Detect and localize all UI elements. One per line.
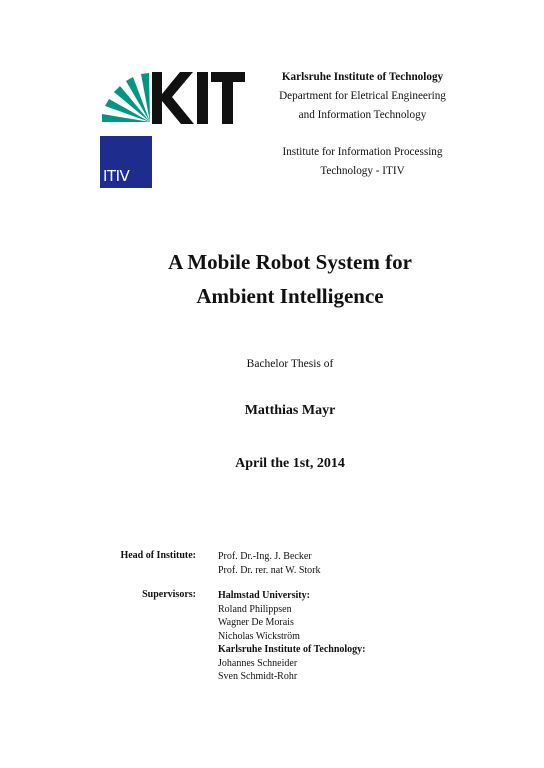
university-name: Karlsruhe Institute of Technology: [281, 71, 444, 83]
institute-block: [250, 143, 475, 181]
title-line-1: A Mobile Robot System for: [168, 250, 412, 274]
supervisor-name: Roland Philippsen: [218, 603, 292, 615]
head-of-institute-list: [218, 550, 321, 577]
supervisors-list: [218, 589, 366, 684]
head-of-institute-label: Head of Institute:: [120, 550, 196, 561]
head-name: Prof. Dr. rer. nat W. Stork: [218, 564, 321, 576]
department-line-1: Department for Eletrical Engineering: [279, 90, 446, 102]
supervisor-name: Johannes Schneider: [218, 657, 298, 669]
title-line-2: Ambient Intelligence: [196, 284, 384, 308]
head-name: Prof. Dr.-Ing. J. Becker: [218, 551, 312, 562]
supervisor-group-heading: Karlsruhe Institute of Technology:: [218, 644, 366, 655]
supervisors-label: Supervisors:: [142, 589, 196, 600]
department-block: [250, 68, 475, 125]
department-line-2: and Information Technology: [298, 109, 427, 121]
itiv-logo-text: ITIV: [103, 167, 130, 185]
author-name: Matthias Mayr: [244, 403, 336, 418]
submission-date: April the 1st, 2014: [235, 456, 345, 471]
itiv-logo: [100, 136, 152, 188]
thesis-type: Bachelor Thesis of: [246, 358, 334, 370]
supervisor-name: Sven Schmidt-Rohr: [218, 671, 298, 682]
kit-logo-text: KIT: [100, 70, 102, 71]
supervisor-name: Nicholas Wickström: [218, 630, 300, 642]
kit-logo-icon: [100, 70, 245, 126]
institute-line-1: Institute for Information Processing: [282, 146, 443, 158]
supervisor-group-heading: Halmstad University:: [218, 590, 310, 601]
supervisor-name: Wagner De Morais: [218, 617, 294, 628]
thesis-title: [60, 245, 520, 313]
institute-line-2: Technology - ITIV: [320, 165, 405, 177]
